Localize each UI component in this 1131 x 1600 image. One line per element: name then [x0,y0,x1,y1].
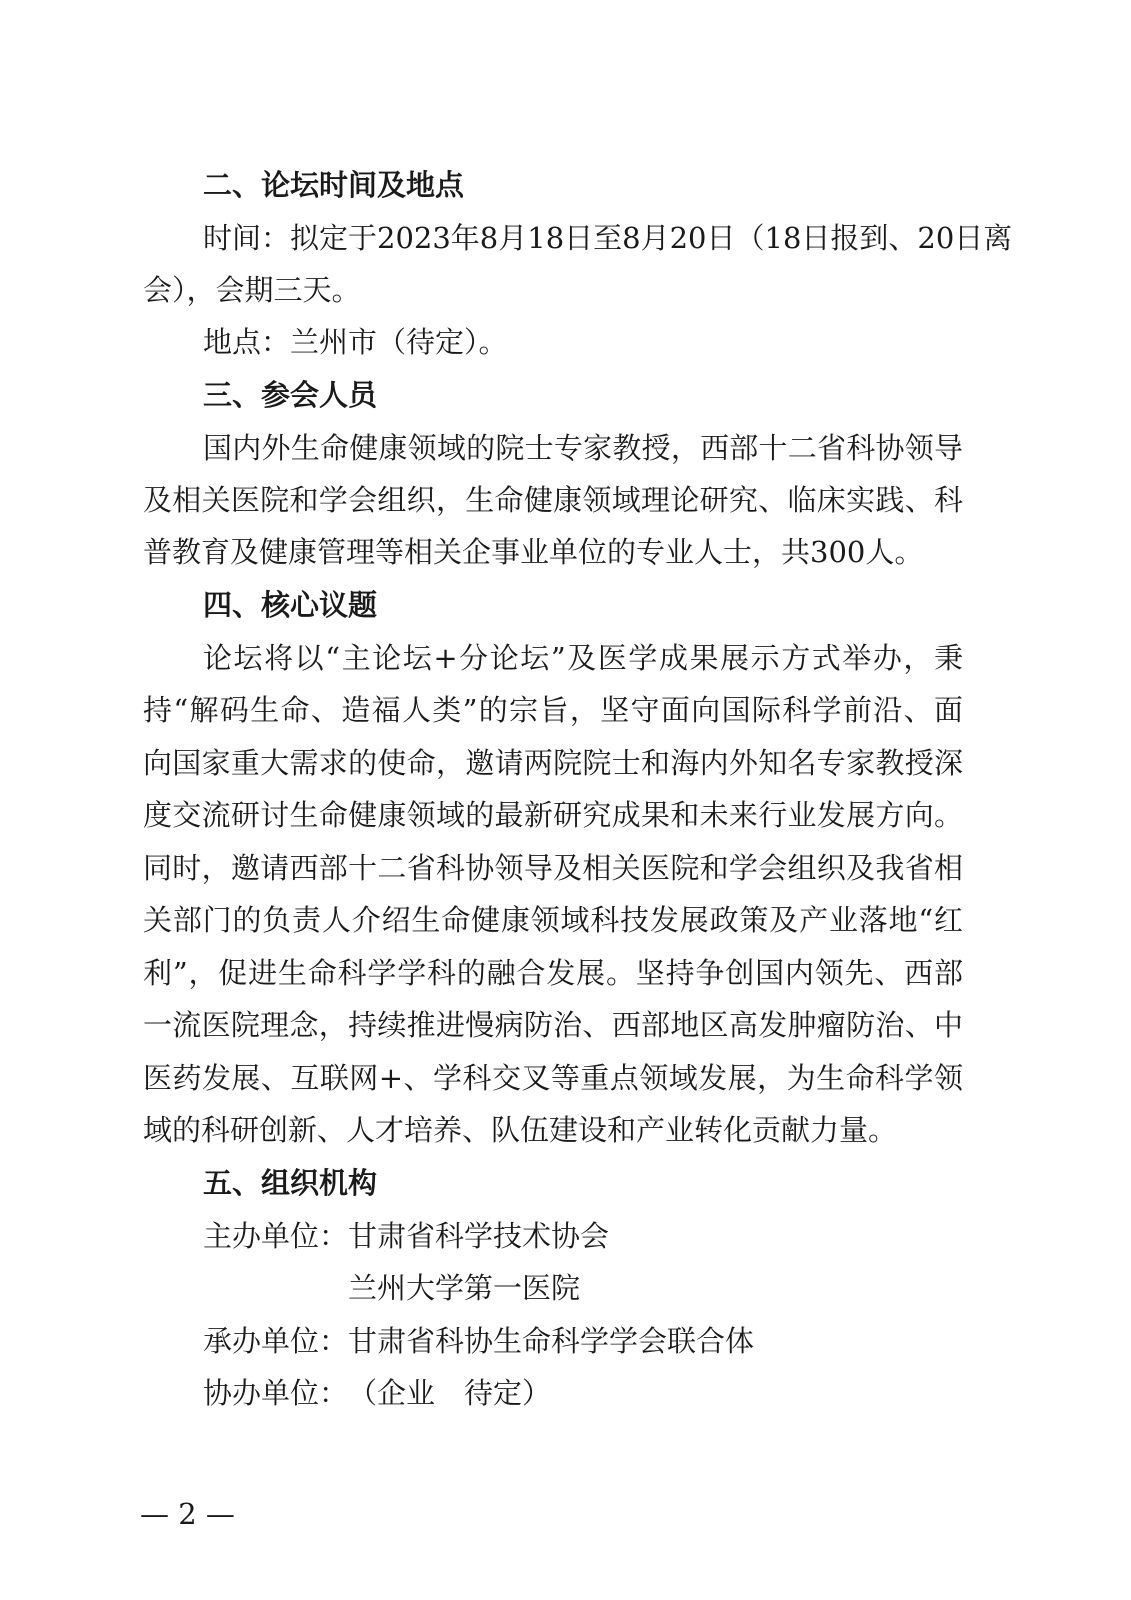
co-organizer-unit: （企业 待定） [348,1376,552,1410]
section-heading-topics: 四、核心议题 [203,588,378,622]
section-heading-organization: 五、组织机构 [203,1166,378,1200]
topics-line-9: 医药发展、互联网+、学科交叉等重点领域发展，为生命科学领 [143,1061,963,1095]
topics-line-3: 向国家重大需求的使命，邀请两院院士和海内外知名专家教授深 [143,746,963,780]
participants-line-3: 普教育及健康管理等相关企事业单位的专业人士，共300人。 [143,535,924,569]
page-number: — 2 — [140,1497,235,1531]
time-line-1: 时间：拟定于2023年8月18日至8月20日（18日报到、20日离 [203,221,1013,255]
section-heading-time-place: 二、论坛时间及地点 [203,168,465,202]
participants-line-1: 国内外生命健康领域的院士专家教授，西部十二省科协领导 [203,431,963,465]
co-organizer-label: 协办单位： [203,1376,349,1410]
organizer-label: 承办单位： [203,1324,349,1358]
topics-line-8: 一流医院理念，持续推进慢病防治、西部地区高发肿瘤防治、中 [143,1008,963,1042]
host-label: 主办单位： [203,1219,349,1253]
host-unit-2: 兰州大学第一医院 [348,1271,581,1305]
organizer-unit: 甘肃省科协生命科学学会联合体 [348,1324,755,1358]
topics-line-5: 同时，邀请西部十二省科协领导及相关医院和学会组织及我省相 [143,851,963,885]
topics-line-1: 论坛将以“主论坛+分论坛”及医学成果展示方式举办，秉 [203,641,963,675]
topics-line-6: 关部门的负责人介绍生命健康领域科技发展政策及产业落地“红 [143,903,963,937]
topics-line-7: 利”，促进生命科学学科的融合发展。坚持争创国内领先、西部 [143,956,963,990]
place-line: 地点：兰州市（待定）。 [203,325,508,359]
topics-line-4: 度交流研讨生命健康领域的最新研究成果和未来行业发展方向。 [143,798,963,832]
topics-line-2: 持“解码生命、造福人类”的宗旨，坚守面向国际科学前沿、面 [143,693,963,727]
time-line-2: 会），会期三天。 [143,273,361,307]
participants-line-2: 及相关医院和学会组织，生命健康领域理论研究、临床实践、科 [143,483,963,517]
section-heading-participants: 三、参会人员 [203,378,378,412]
host-unit-1: 甘肃省科学技术协会 [348,1219,610,1253]
topics-line-10: 域的科研创新、人才培养、队伍建设和产业转化贡献力量。 [143,1113,898,1147]
